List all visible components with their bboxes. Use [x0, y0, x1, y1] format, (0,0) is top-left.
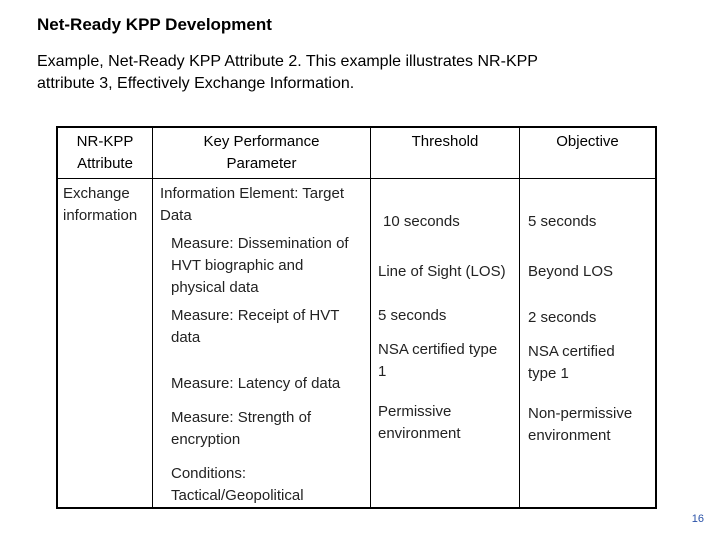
- attribute-line-2: information: [63, 207, 138, 224]
- attribute-cell: [63, 183, 137, 227]
- header-objective: Objective: [556, 133, 619, 150]
- threshold-encryption-line-2: 1: [378, 363, 387, 380]
- threshold-receipt: 5 seconds: [378, 307, 447, 324]
- objective-environment-line-2: environment: [528, 427, 611, 444]
- objective-encryption-line-2: type 1: [528, 365, 569, 382]
- measure-dissemination-line-3: physical data: [171, 279, 259, 296]
- slide-title: Net-Ready KPP Development: [37, 15, 272, 34]
- measure-encryption-line-1: Measure: Strength of: [171, 409, 312, 426]
- column-divider-2: [370, 128, 371, 507]
- objective-encryption-line-1: NSA certified: [528, 343, 615, 360]
- header-divider: [58, 178, 655, 179]
- header-attribute-line: Attribute: [77, 155, 133, 172]
- threshold-environment: [378, 401, 461, 445]
- threshold-encryption-type: [378, 339, 497, 383]
- objective-encryption-type: [528, 341, 615, 385]
- column-divider-1: [152, 128, 153, 507]
- measure-dissemination: [171, 233, 349, 299]
- information-element-line-2: Data: [160, 207, 192, 224]
- conditions: [171, 463, 304, 507]
- objective-latency: 5 seconds: [528, 213, 597, 230]
- intro-text: [37, 51, 687, 95]
- information-element-line-1: Information Element: Target: [160, 185, 344, 202]
- measure-dissemination-line-1: Measure: Dissemination of: [171, 235, 349, 252]
- measure-dissemination-line-2: HVT biographic and: [171, 257, 304, 274]
- objective-dissemination: Beyond LOS: [528, 263, 614, 280]
- header-key-performance-line: Key Performance: [203, 133, 320, 150]
- column-divider-3: [519, 128, 520, 507]
- measure-encryption: [171, 407, 311, 451]
- threshold-latency: 10 seconds: [383, 213, 460, 230]
- threshold-environment-line-2: environment: [378, 425, 461, 442]
- conditions-line-1: Conditions:: [171, 465, 247, 482]
- threshold-encryption-line-1: NSA certified type: [378, 341, 498, 358]
- measure-receipt: [171, 305, 339, 349]
- page-number: 16: [691, 513, 704, 525]
- header-nr-kpp-line: NR-KPP: [76, 133, 134, 150]
- information-element: [160, 183, 344, 227]
- attribute-line-1: Exchange: [63, 185, 130, 202]
- threshold-environment-line-1: Permissive: [378, 403, 452, 420]
- measure-latency: Measure: Latency of data: [171, 375, 341, 392]
- measure-receipt-line-1: Measure: Receipt of HVT: [171, 307, 340, 324]
- conditions-line-2: Tactical/Geopolitical: [171, 487, 304, 504]
- objective-receipt: 2 seconds: [528, 309, 597, 326]
- threshold-dissemination: Line of Sight (LOS): [378, 263, 506, 280]
- objective-environment: [528, 403, 632, 447]
- measure-encryption-line-2: encryption: [171, 431, 241, 448]
- header-key-performance-parameter: [153, 131, 370, 175]
- objective-environment-line-1: Non-permissive: [528, 405, 633, 422]
- intro-line-2: attribute 3, Effectively Exchange Information.: [37, 75, 355, 92]
- header-parameter-line: Parameter: [226, 155, 297, 172]
- intro-line-1: Example, Net-Ready KPP Attribute 2. This example illustrates NR-KPP: [37, 53, 538, 70]
- header-threshold: Threshold: [411, 133, 479, 150]
- measure-receipt-line-2: data: [171, 329, 201, 346]
- header-nr-kpp-attribute: [58, 131, 152, 175]
